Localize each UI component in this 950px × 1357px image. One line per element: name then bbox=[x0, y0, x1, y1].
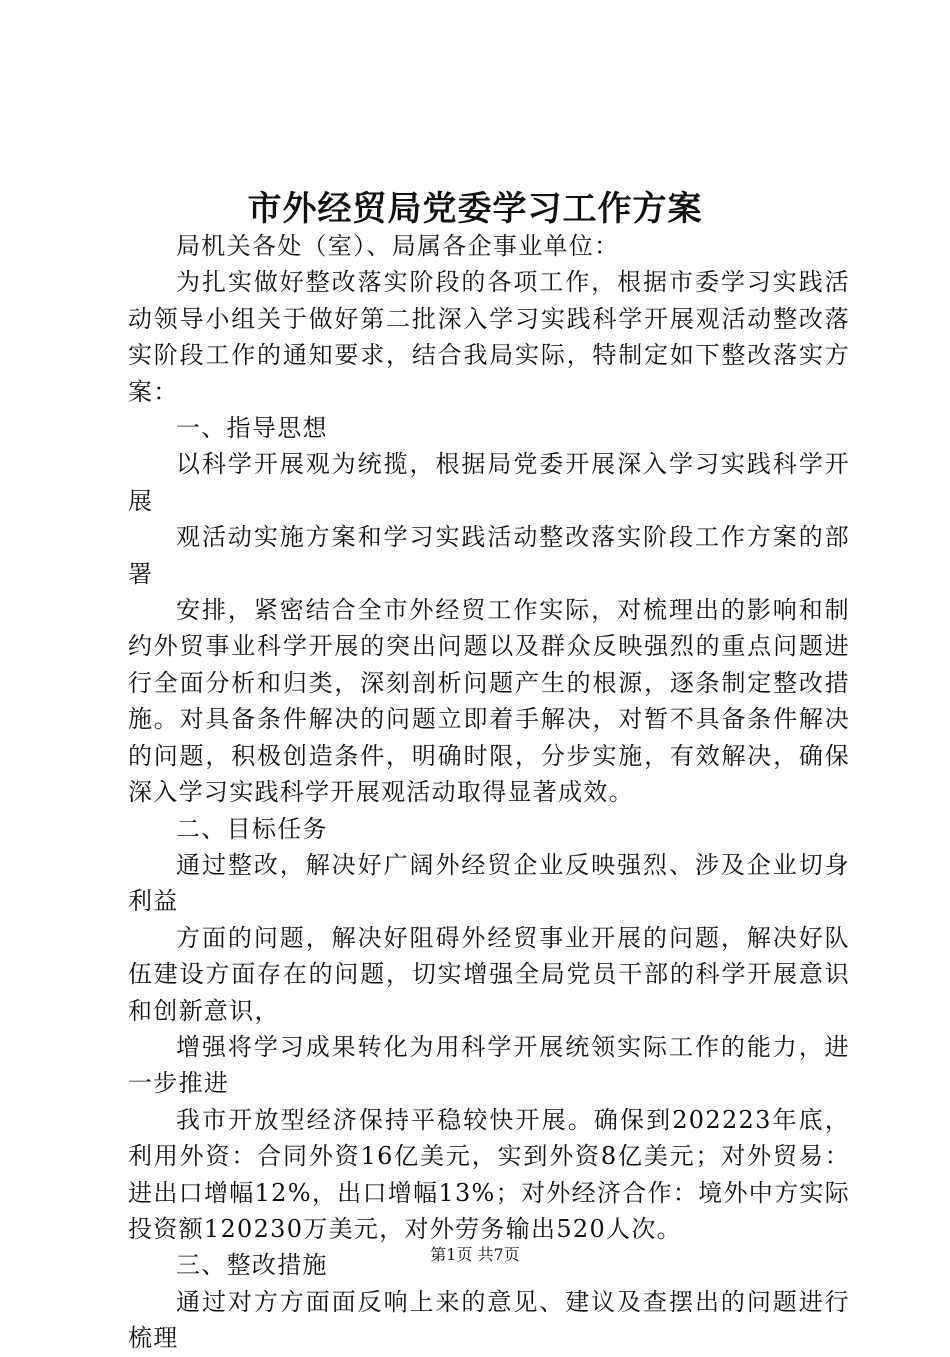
intro-paragraph: 为扎实做好整改落实阶段的各项工作，根据市委学习实践活动领导小组关于做好第二批深入学习实践科学开展观活动整改落实阶段工作的通知要求，结合我局实际，特制定如下整改落实方案： bbox=[128, 268, 850, 406]
body-paragraph: 安排，紧密结合全市外经贸工作实际，对梳理出的影响和制约外贸事业科学开展的突出问题以及群众反映强烈的重点问题进行全面分析和归类，深刻剖析问题产生的根源，逐条制定整改措施。对具备条件解决的问题立即着手解决，对暂不具备条件解决的问题，积极创造条件，明确时限，分步实施，有效解决，确保深入学习实践科学开展观活动取得显著成效。 bbox=[128, 596, 850, 807]
salutation-paragraph: 局机关各处（室）、局属各企事业单位： bbox=[176, 232, 620, 260]
section-heading-measures: 三、整改措施 bbox=[176, 1251, 328, 1280]
body-paragraph: 通过整改，解决好广阔外经贸企业反映强烈、涉及企业切身利益 bbox=[128, 850, 850, 916]
body-paragraph: 我市开放型经济保持平稳较快开展。确保到202223年底，利用外资：合同外资16亿美元，实到外资8亿美元；对外贸易：进出口增幅12%，出口增幅13%；对外经济合作：境外中方实际投资额120230万美元，对外劳务输出520人次。 bbox=[128, 1105, 850, 1243]
document-title: 市外经贸局党委学习工作方案 bbox=[247, 189, 703, 229]
body-paragraph: 增强将学习成果转化为用科学开展统领实际工作的能力，进一步推进 bbox=[128, 1032, 850, 1098]
body-paragraph: 以科学开展观为统揽，根据局党委开展深入学习实践科学开展 bbox=[128, 450, 850, 515]
section-heading-guiding-thought: 一、指导思想 bbox=[176, 414, 328, 443]
document-body bbox=[128, 228, 850, 1357]
page-number-footer: 第1页 共7页 bbox=[430, 1245, 520, 1264]
section-heading-goals: 二、目标任务 bbox=[176, 814, 328, 843]
body-paragraph: 方面的问题，解决好阻碍外经贸事业开展的问题，解决好队伍建设方面存在的问题，切实增强全局党员干部的科学开展意识和创新意识， bbox=[128, 923, 850, 1025]
body-paragraph: 观活动实施方案和学习实践活动整改落实阶段工作方案的部署 bbox=[128, 523, 850, 588]
body-paragraph: 通过对方方面面反响上来的意见、建议及查摆出的问题进行梳理 bbox=[128, 1287, 850, 1353]
